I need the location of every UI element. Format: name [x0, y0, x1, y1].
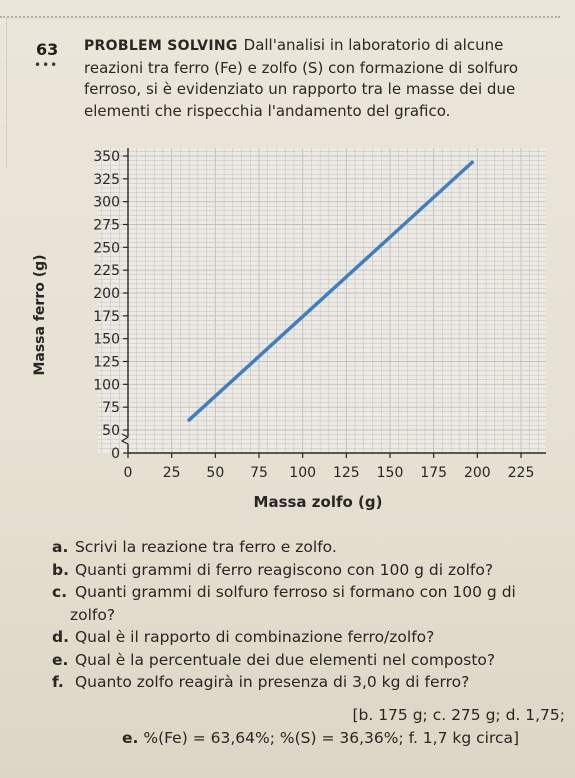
- x-tick-label: 0: [123, 465, 133, 481]
- x-tick-label: 225: [507, 465, 535, 481]
- answer-line-2: [52, 727, 567, 750]
- question-f: [52, 671, 552, 694]
- question-a: [52, 536, 552, 559]
- y-tick-label: 200: [93, 286, 120, 302]
- question-b: [52, 559, 552, 582]
- question-c: [52, 581, 552, 626]
- problem-intro: [58, 35, 558, 122]
- x-tick-label: 125: [332, 465, 360, 481]
- y-tick-label: 325: [93, 171, 120, 188]
- y-tick-label: 250: [93, 240, 120, 257]
- y-tick-label: 225: [93, 263, 120, 280]
- question-f-text: Quanto zolfo reagirà in presenza di 3,0 kg di ferro?: [74, 673, 470, 691]
- intro-line-2: reazioni tra ferro (Fe) e zolfo (S) con formazione di solfuro: [84, 58, 519, 77]
- y-tick-label: 100: [93, 377, 120, 394]
- top-dotted-rule: [0, 16, 560, 18]
- intro-line-4: elementi che rispecchia l'andamento del grafico.: [84, 101, 451, 120]
- problem-number: 63: [36, 40, 59, 59]
- question-a-text: Scrivi la reazione tra ferro e zolfo.: [74, 538, 337, 556]
- question-b-label: b.: [52, 560, 69, 579]
- y-tick-label: 125: [93, 354, 120, 371]
- difficulty-dots: •••: [34, 58, 59, 72]
- data-point: [470, 161, 474, 165]
- x-tick-label: 25: [162, 465, 181, 481]
- question-e-label: e.: [52, 650, 69, 669]
- answer-key: [52, 704, 567, 750]
- question-d: [52, 626, 552, 649]
- question-a-label: a.: [52, 538, 69, 556]
- question-d-text: Qual è il rapporto di combinazione ferro/zolfo?: [74, 628, 435, 646]
- x-tick-labels: [124, 453, 535, 481]
- question-b-text: Quanti grammi di ferro reagiscono con 100 g di zolfo?: [74, 560, 494, 579]
- x-tick-label: 150: [376, 465, 404, 481]
- y-tick-label: 350: [93, 149, 120, 165]
- x-tick-label: 100: [289, 465, 317, 481]
- intro-line-3: ferroso, si è evidenziato un rapporto tra le masse dei due: [84, 80, 516, 98]
- x-tick-label: 175: [420, 465, 448, 481]
- question-list: [52, 536, 552, 694]
- data-point: [187, 418, 191, 422]
- question-f-label: f.: [52, 673, 64, 691]
- x-axis-label: Massa zolfo (g): [253, 493, 383, 511]
- y-tick-label: 300: [93, 194, 120, 211]
- y-tick-label: 275: [93, 217, 120, 234]
- y-tick-label: 50: [102, 423, 120, 439]
- question-e-text: Qual è la percentuale dei due elementi nel composto?: [74, 650, 496, 669]
- mass-ratio-chart: [30, 140, 550, 520]
- question-c-label: c.: [52, 583, 68, 601]
- question-e: [52, 649, 552, 672]
- x-tick-label: 50: [206, 465, 225, 481]
- y-axis-label: Massa ferro (g): [32, 254, 48, 376]
- intro-line-1: [58, 35, 558, 58]
- answer-line-1: [b. 175 g; c. 275 g; d. 1,75;: [352, 706, 565, 724]
- answer-line-2-text: %(Fe) = 63,64%; %(S) = 36,36%; f. 1,7 kg circa]: [143, 729, 520, 747]
- y-tick-label: 75: [102, 400, 120, 417]
- x-tick-label: 200: [463, 465, 491, 481]
- intro-text-1: Dall'analisi in laboratorio di alcune: [243, 36, 504, 54]
- y-tick-label: 0: [111, 446, 120, 462]
- y-tick-label: 150: [93, 331, 120, 348]
- x-tick-label: 75: [250, 465, 268, 481]
- y-tick-label: 175: [93, 308, 120, 325]
- problem-keyword: PROBLEM SOLVING: [84, 38, 238, 54]
- answer-line-2-label: e.: [122, 729, 139, 747]
- left-dotted-rule: [6, 18, 7, 168]
- question-c-text: Quanti grammi di solfuro ferroso si formano con 100 g di zolfo?: [70, 583, 516, 624]
- question-d-label: d.: [52, 628, 69, 646]
